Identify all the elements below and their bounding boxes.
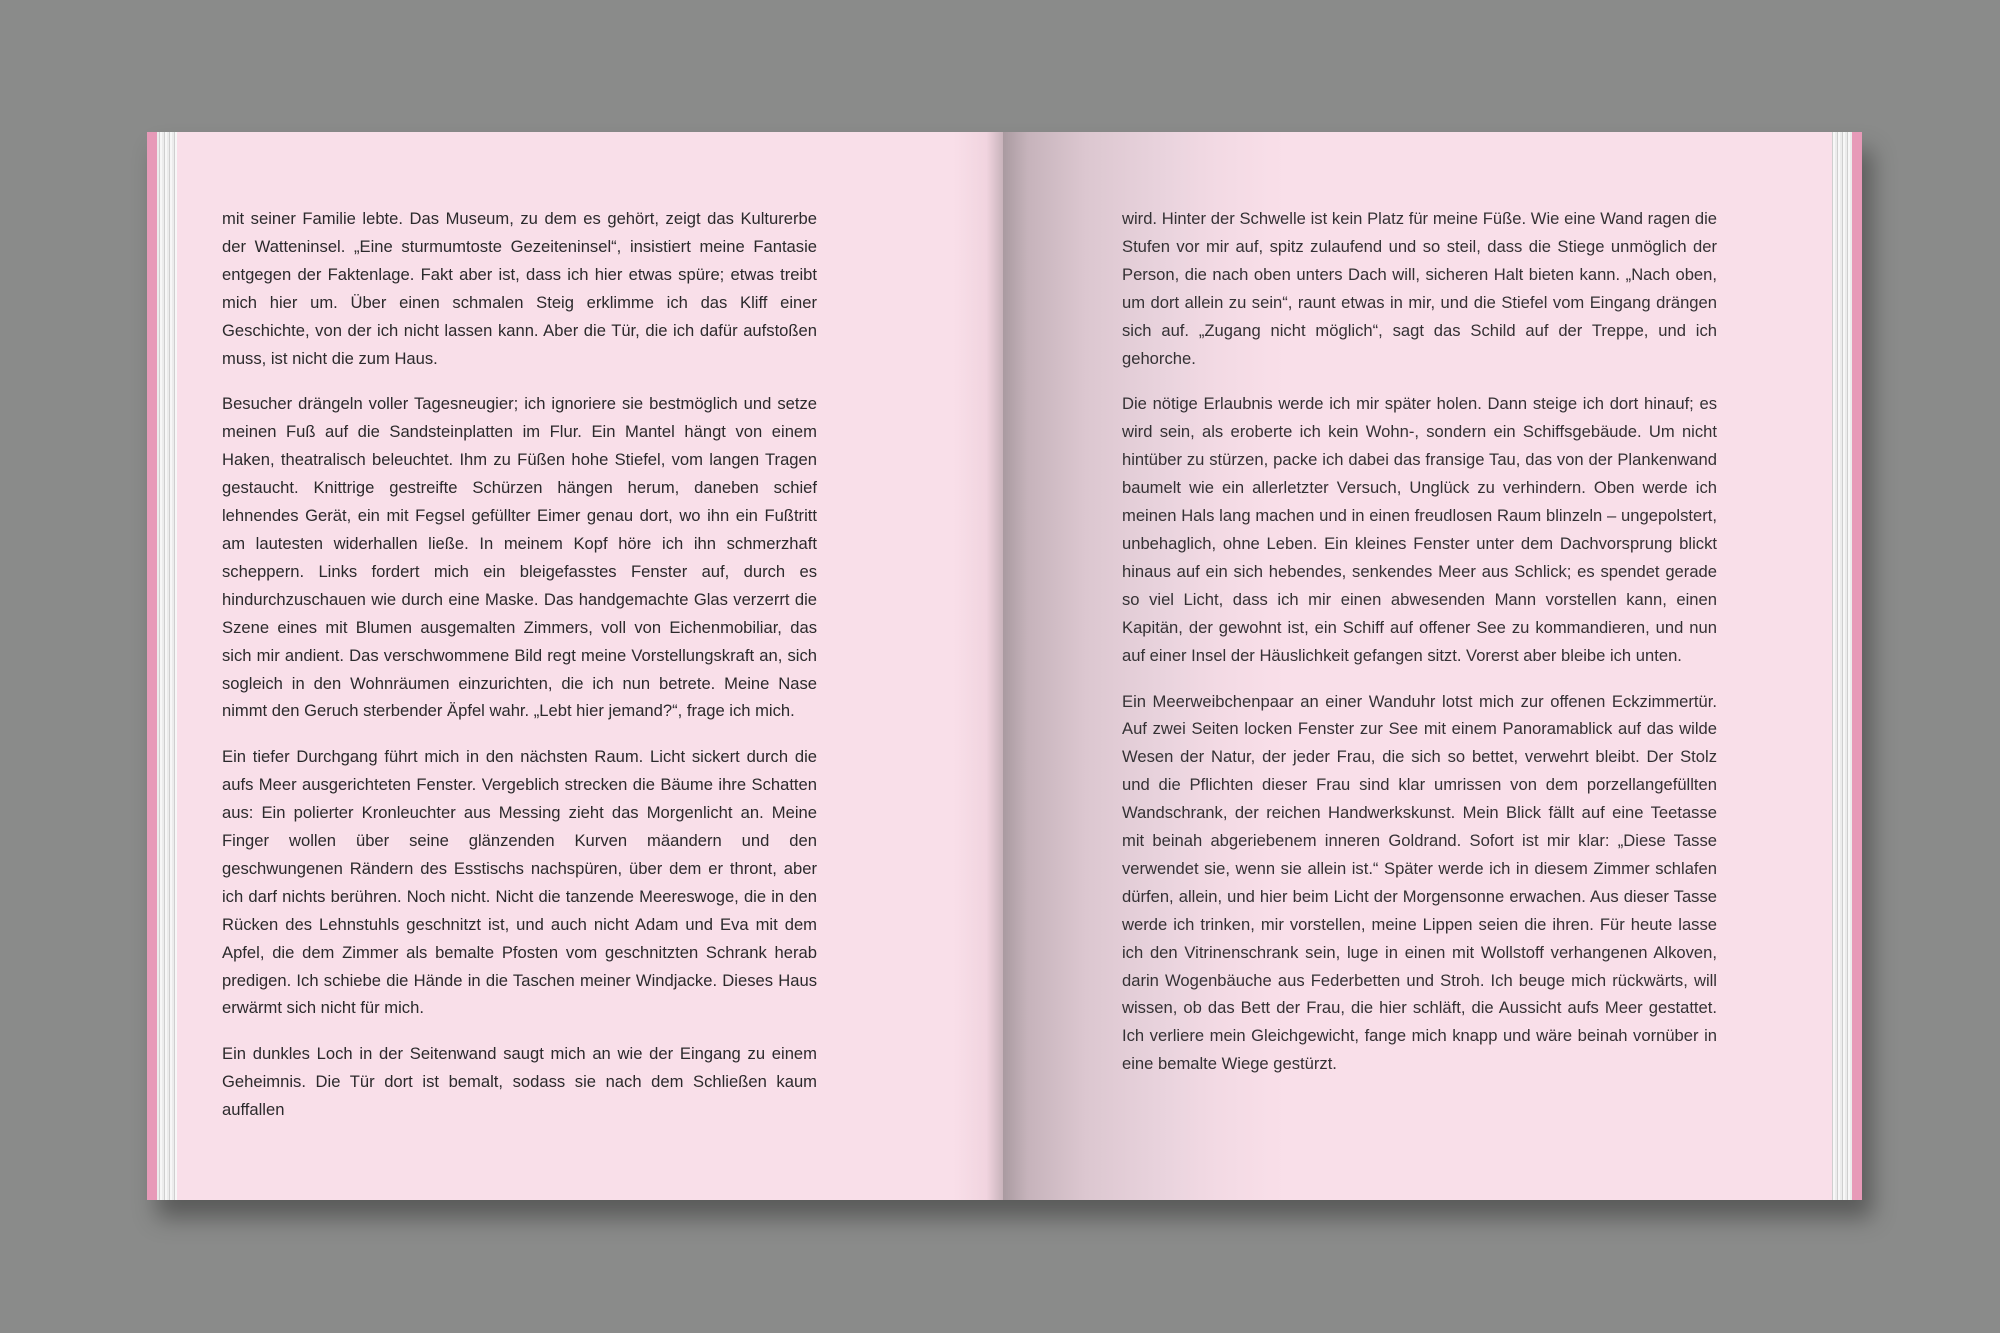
left-paragraph-1: mit seiner Familie lebte. Das Museum, zu dem es gehört, zeigt das Kulturerbe der Watteninsel. „Eine sturmumtoste Gezeiteninsel“, insistiert meine Fantasie entgegen der Faktenlage. Fakt aber ist, dass ich hier etwas spüre; etwas treibt mich hier um. Über einen schmalen Steig erklimme ich das Kliff einer Geschichte, von der ich nicht lassen kann. Aber die Tür, die ich dafür aufstoßen muss, ist nicht die zum Haus. [222,209,817,368]
right-paragraph-1: wird. Hinter der Schwelle ist kein Platz für meine Füße. Wie eine Wand ragen die Stufen vor mir auf, spitz zulaufend und so steil, dass die Stiege unmöglich der Person, die nach oben unters Dach will, sicheren Halt bieten kann. „Nach oben, um dort allein zu sein“, raunt etwas in mir, und die Stiefel vom Eingang drängen sich auf. „Zugang nicht möglich“, sagt das Schild auf der Treppe, und ich gehorche. [1122,209,1717,368]
right-paragraph-2: Die nötige Erlaubnis werde ich mir später holen. Dann steige ich dort hinauf; es wird sein, als eroberte ich kein Wohn-, sondern ein Schiffsgebäude. Um nicht hintüber zu stürzen, packe ich dabei das fransige Tau, das von der Plankenwand baumelt wie ein allerletzter Versuch, Unglück zu verhindern. Oben werde ich meinen Hals lang machen und in einen freudlosen Raum blinzeln – ungepolstert, unbehaglich, ohne Leben. Ein kleines Fenster unter dem Dachvorsprung blickt hinaus auf ein sich hebendes, senkendes Meer aus Schlick; es spendet gerade so viel Licht, dass ich mir einen abwesenden Mann vorstellen kann, einen Kapitän, der gewohnt ist, ein Schiff auf offener See zu kommandieren, und nun auf einer Insel der Häuslichkeit gefangen sitzt. Vorerst aber bleibe ich unten. [1122,394,1717,665]
left-paragraph-3: Ein tiefer Durchgang führt mich in den nächsten Raum. Licht sickert durch die aufs Meer ausgerichteten Fenster. Vergeblich strecken die Bäume ihre Schatten aus: Ein polierter Kronleuchter aus Messing zieht das Morgenlicht an. Meine Finger wollen über seine glänzenden Kurven mäandern und den geschwungenen Rändern des Esstischs nachspüren, über dem er thront, aber ich darf nichts berühren. Noch nicht. Nicht die tanzende Meereswoge, die in den Rücken des Lehnstuhls geschnitzt ist, und auch nicht Adam und Eva mit dem Apfel, die dem Zimmer als bemalte Pfosten vom geschnitzten Schrank herab predigen. Ich schiebe die Hände in die Taschen meiner Windjacke. Dieses Haus erwärmt sich nicht für mich. [222,747,817,1018]
right-page-text [1122,205,1717,1096]
page-stack-left [157,132,179,1200]
right-paragraph-3: Ein Meerweibchenpaar an einer Wanduhr lotst mich zur offenen Eckzimmertür. Auf zwei Seiten locken Fenster zur See mit einem Panoramablick auf das wilde Wesen der Natur, der jeder Frau, die sich so bettet, verwehrt bleibt. Der Stolz und die Pflichten dieser Frau sind klar umrissen von dem porzellangefüllten Wandschrank, der reichen Handwerkskunst. Mein Blick fällt auf eine Teetasse mit beinah abgeriebenem inneren Goldrand. Sofort ist mir klar: „Diese Tasse verwendet sie, wenn sie allein ist.“ Später werde ich in diesem Zimmer schlafen dürfen, allein, und hier beim Licht der Morgensonne erwachen. Aus dieser Tasse werde ich trinken, mir vorstellen, meine Lippen seien die ihren. Für heute lasse ich den Vitrinenschrank sein, luge in einen mit Wollstoff verhangenen Alkoven, darin Wogenbäuche aus Federbetten und Stroh. Ich beuge mich rückwärts, will wissen, ob das Bett der Frau, die hier schläft, die Aussicht aufs Meer gestattet. Ich verliere mein Gleichgewicht, fange mich knapp und wäre beinah vornüber in eine bemalte Wiege gestürzt. [1122,691,1717,1074]
left-page-text [222,205,817,1142]
left-paragraph-4: Ein dunkles Loch in der Seitenwand saugt mich an wie der Eingang zu einem Geheimnis. Die Tür dort ist bemalt, sodass sie nach dem Schließen kaum auffallen [222,1044,817,1120]
left-paragraph-2: Besucher drängeln voller Tagesneugier; ich ignoriere sie bestmöglich und setze meinen Fuß auf die Sandsteinplatten im Flur. Ein Mantel hängt von einem Haken, theatralisch beleuchtet. Ihm zu Füßen hohe Stiefel, vom langen Tragen gestaucht. Knittrige gestreifte Schürzen hängen herum, daneben schief lehnendes Gerät, ein mit Fegsel gefüllter Eimer genau dort, wo ihn ein Fußtritt am lautesten widerhallen ließe. In meinem Kopf höre ich ihn schmerzhaft scheppern. Links fordert mich ein bleigefasstes Fenster auf, durch es hindurchzuschauen wie durch eine Maske. Das handgemachte Glas verzerrt die Szene eines mit Blumen ausgemalten Zimmers, voll von Eichenmobiliar, das sich mir andient. Das verschwommene Bild regt meine Vorstellungskraft an, sich sogleich in den Wohnräumen einzurichten, die ich nun betrete. Meine Nase nimmt den Geruch sterbender Äpfel wahr. „Lebt hier jemand?“, frage ich mich. [222,394,817,721]
page-stack-right [1830,132,1852,1200]
